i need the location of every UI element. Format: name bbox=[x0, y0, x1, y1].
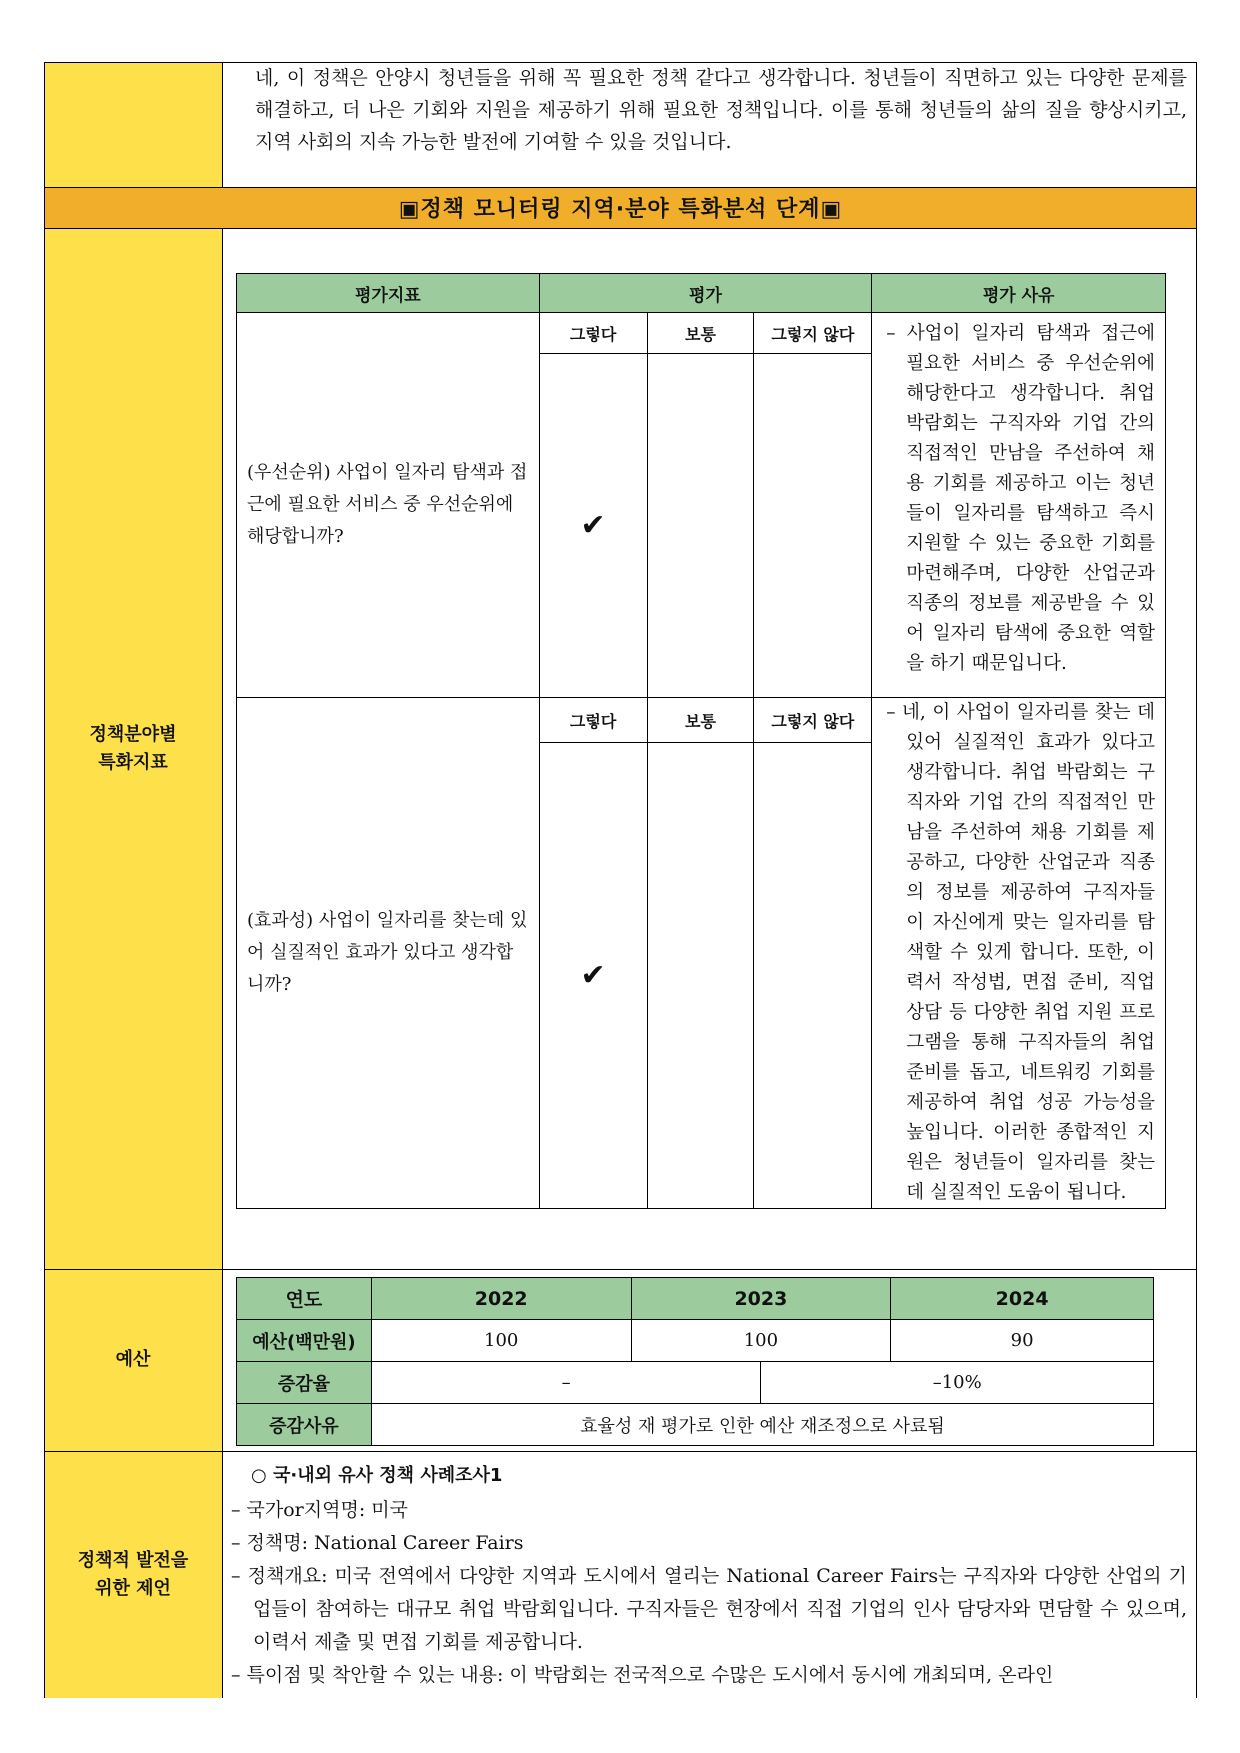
check-mark: ✔ bbox=[539, 354, 647, 698]
header-evaluation: 평가 bbox=[539, 274, 872, 313]
year-2022: 2022 bbox=[371, 1278, 631, 1320]
list-item: – 정책개요: 미국 전역에서 다양한 지역과 도시에서 열리는 National Career Fairs는 구직자와 다양한 산업의 기업들이 참여하는 대규모 취업 박람회입니다. 구직자들은 현장에서 직접 기업의 인사 담당자와 면담할 수 있으며, 이력서 제출 및 면접 기회를 제공합니다. bbox=[231, 1565, 1187, 1653]
budget-amount-label: 예산(백만원) bbox=[237, 1320, 372, 1362]
list-item: – 특이점 및 착안할 수 있는 내용: 이 박람회는 전국적으로 수많은 도시에서 동시에 개최되며, 온라인 bbox=[231, 1664, 1054, 1686]
choice-yes: 그렇다 bbox=[539, 313, 647, 354]
choice-no: 그렇지 않다 bbox=[754, 698, 872, 743]
divider bbox=[44, 1451, 1197, 1452]
policy-document bbox=[44, 62, 1197, 1698]
year-2023: 2023 bbox=[631, 1278, 891, 1320]
budget-label: 예산 bbox=[44, 1269, 223, 1451]
budget-2024: 90 bbox=[891, 1320, 1154, 1362]
header-indicator: 평가지표 bbox=[237, 274, 540, 313]
indicator-question: (효과성) 사업이 일자리를 찾는데 있어 실질적인 효과가 있다고 생각합니까? bbox=[237, 698, 540, 1209]
budget-2023: 100 bbox=[631, 1320, 891, 1362]
budget-2022: 100 bbox=[371, 1320, 631, 1362]
change-reason-label: 증감사유 bbox=[237, 1404, 372, 1446]
header-reason: 평가 사유 bbox=[872, 274, 1166, 313]
frame-border bbox=[44, 62, 1197, 1698]
divider bbox=[44, 62, 1197, 63]
change-reason: 효율성 재 평가로 인한 예산 재조정으로 사료됨 bbox=[371, 1404, 1153, 1446]
divider bbox=[44, 187, 1197, 188]
proposal-label-line1: 정책적 발전을 bbox=[77, 1549, 189, 1571]
change-rate-2024: –10% bbox=[761, 1362, 1154, 1404]
choice-neutral: 보통 bbox=[647, 313, 754, 354]
change-rate-2023: – bbox=[371, 1362, 761, 1404]
case-study-title: ○ 국·내외 유사 정책 사례조사1 bbox=[251, 1465, 503, 1486]
year-2024: 2024 bbox=[891, 1278, 1154, 1320]
indicator-label-line2: 특화지표 bbox=[98, 751, 168, 773]
section-title: ▣정책 모니터링 지역·분야 특화분석 단계▣ bbox=[398, 197, 843, 222]
evaluation-reason: – 사업이 일자리 탐색과 접근에 필요한 서비스 중 우선순위에 해당한다고 생각합니다. 취업 박람회는 구직자와 기업 간의 직접적인 만남을 주선하여 채용 기회를 제공하고 이는 청년들이 일자리를 탐색하고 즉시 지원할 수 있는 중요한 기회를 마련해주며, 다양한 산업군과 직종의 정보를 제공받을 수 있어 일자리 탐색에 중요한 역할을 하기 때문입니다. bbox=[872, 313, 1166, 698]
divider bbox=[44, 228, 1197, 229]
evaluation-reason: – 네, 이 사업이 일자리를 찾는 데 있어 실질적인 효과가 있다고 생각합니다. 취업 박람회는 구직자와 기업 간의 직접적인 만남을 주선하여 채용 기회를 제공하고, 다양한 산업군과 직종의 정보를 제공하여 구직자들이 자신에게 맞는 일자리를 탐색할 수 있게 합니다. 또한, 이력서 작성법, 면접 준비, 직업 상담 등 다양한 취업 지원 프로그램을 통해 구직자들의 취업 준비를 돕고, 네트워킹 기회를 제공하여 취업 성공 가능성을 높입니다. 이러한 종합적인 지원은 청년들이 일자리를 찾는 데 실질적인 도움이 됩니다. bbox=[872, 698, 1166, 1209]
indicator-question: (우선순위) 사업이 일자리 탐색과 접근에 필요한 서비스 중 우선순위에 해당합니까? bbox=[237, 313, 540, 698]
list-item: – 정책명: National Career Fairs bbox=[231, 1532, 524, 1554]
choice-yes: 그렇다 bbox=[539, 698, 647, 743]
divider bbox=[44, 1269, 1197, 1270]
list-item: – 국가or지역명: 미국 bbox=[231, 1499, 408, 1521]
year-header: 연도 bbox=[237, 1278, 372, 1320]
proposal-label-line2: 위한 제언 bbox=[95, 1577, 171, 1599]
check-mark: ✔ bbox=[539, 743, 647, 1209]
choice-no: 그렇지 않다 bbox=[754, 313, 872, 354]
choice-neutral: 보통 bbox=[647, 698, 754, 743]
change-rate-label: 증감율 bbox=[237, 1362, 372, 1404]
intro-paragraph: 네, 이 정책은 안양시 청년들을 위해 꼭 필요한 정책 같다고 생각합니다. 청년들이 직면하고 있는 다양한 문제를 해결하고, 더 나은 기회와 지원을 제공하기 위해 필요한 정책입니다. 이를 통해 청년들의 삶의 질을 향상시키고, 지역 사회의 지속 가능한 발전에 기여할 수 있을 것입니다. bbox=[255, 67, 1187, 153]
indicator-label-line1: 정책분야별 bbox=[89, 723, 177, 745]
